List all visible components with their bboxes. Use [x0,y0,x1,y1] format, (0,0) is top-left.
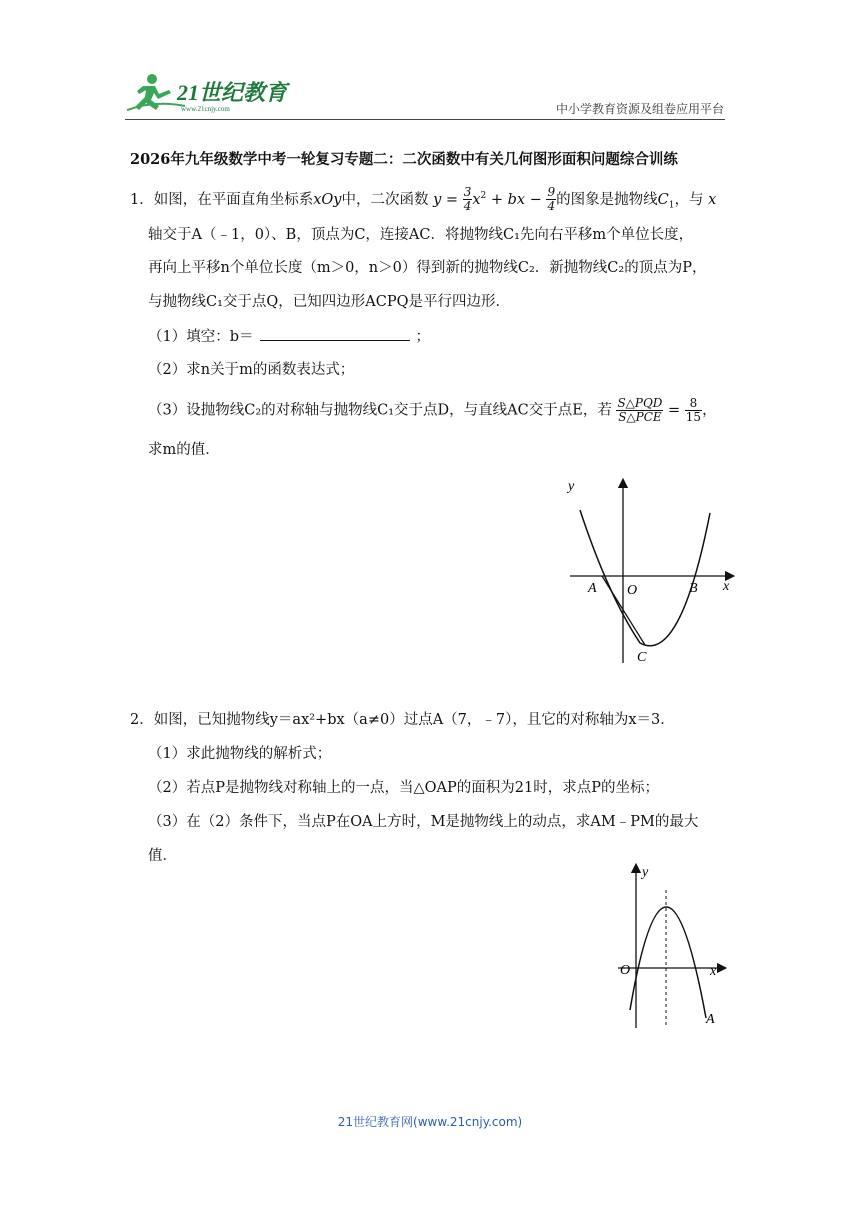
q1-line-2: 轴交于A（﹣1，0）、B，顶点为C，连接AC．将抛物线C₁先向右平移m个单位长度， [148,227,694,243]
logo-icon [125,70,295,115]
parabola [630,907,706,1018]
q1-line-3: 再向上平移n个单位长度（m＞0，n＞0）得到新的抛物线C₂．新抛物线C₂的顶点为P， [148,260,707,276]
q2-number: 2． [130,712,154,728]
point-a-label: A [588,581,597,596]
point-a-label: A [706,1012,715,1027]
answer-blank[interactable] [260,326,410,341]
y-label: y [642,865,649,880]
q1-part-3: （3）设抛物线C₂的对称轴与抛物线C₁交于点D，与直线AC交于点E，若 $\frac{\text{S△PQD}}{\text{S△PCE}}$ = $\frac{8}{15}$ ， [148,396,717,424]
q2-part-1: （1）求此抛物线的解析式； [148,746,332,762]
logo-url: www.21cnjy.com [181,105,230,113]
ratio-value: $\frac{8}{15}$ [685,396,702,424]
site-logo [125,70,295,115]
parabola-c1 [580,510,710,646]
q2-part-3-end: 值． [148,848,177,864]
footer-link[interactable]: 21世纪教育网(www.21cnjy.com) [337,1115,523,1129]
q2-figure [610,860,740,1030]
q1-number: 1． [130,191,154,208]
y-label: y [568,479,575,494]
q2-line-1: 2．如图，已知抛物线y＝ax²+bx（a≠0）过点A（7，﹣7），且它的对称轴为x＝3． [130,712,675,728]
q1-line-1: 1．如图，在平面直角坐标系xOy中，二次函数 y = $\frac{3}{4}$ $x^2$ + bx − $\frac{9}{4}$ 的图象是抛物线$C_1$，与 x [130,185,717,214]
q1-part-2: （2）求n关于m的函数表达式； [148,362,355,378]
x-label: x [710,964,717,979]
point-c-label: C [637,650,647,665]
q2-part-3: （3）在（2）条件下，当点P在OA上方时，M是抛物线上的动点，求AM﹣PM的最大 [148,814,699,830]
area-ratio-fraction: $\frac{\text{S△PQD}}{\text{S△PCE}}$ [617,396,663,424]
origin-label: O [620,963,631,978]
logo-text: 21世纪教育 [177,80,288,105]
q1-formula: y = $\frac{3}{4}$ $x^2$ + bx − $\frac{9}{4}$ [433,185,556,214]
origin-label: O [627,583,638,598]
q2-part-2: （2）若点P是抛物线对称轴上的一点，当△OAP的面积为21时，求点P的坐标； [148,780,659,796]
q1-part-3-end: 求m的值． [148,442,220,458]
platform-label: 中小学教育资源及组卷应用平台 [555,102,724,116]
q1-line-4: 与抛物线C₁交于点Q，已知四边形ACPQ是平行四边形． [148,294,511,310]
page-title: 2026年九年级数学中考一轮复习专题二：二次函数中有关几何图形面积问题综合训练 [130,151,678,168]
q1-figure [560,475,740,665]
q1-part-1: （1）填空：b＝ ； [148,326,430,347]
header-divider [125,119,725,120]
x-label: x [723,579,730,594]
point-b-label: B [689,581,698,596]
